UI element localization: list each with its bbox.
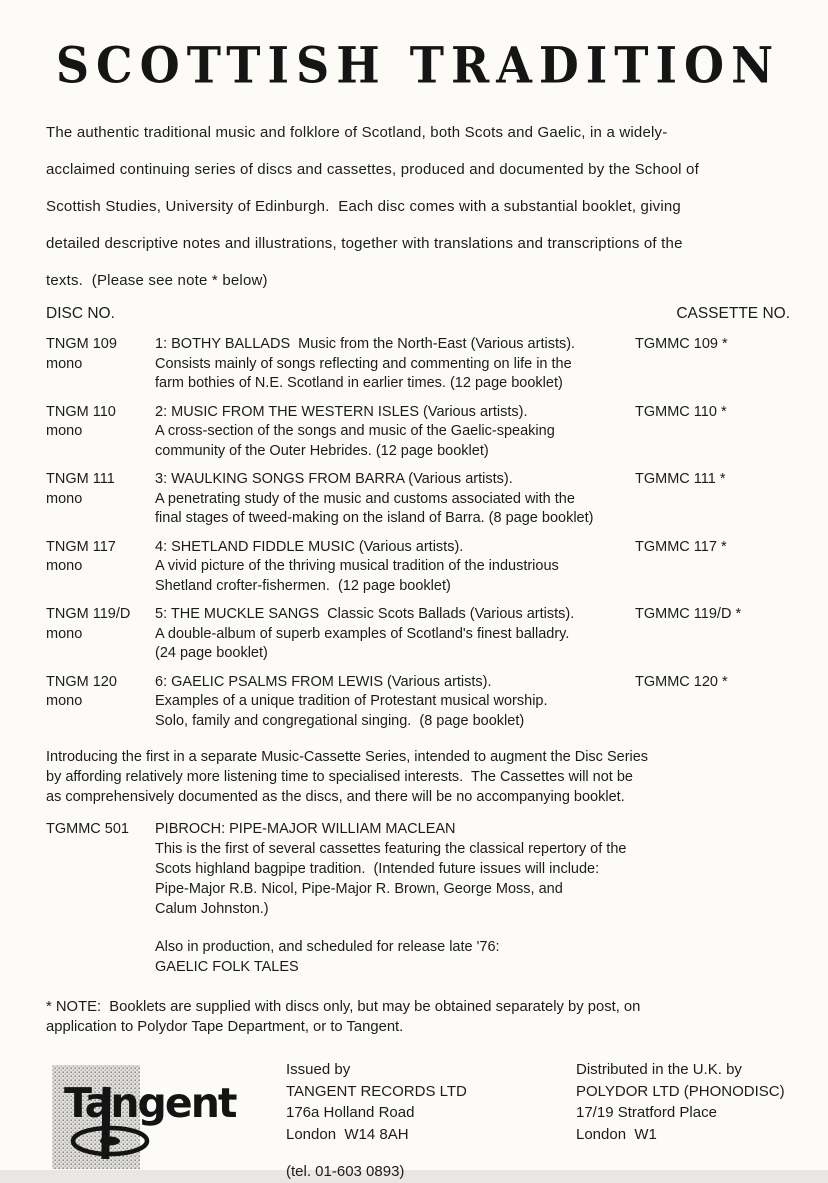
logo-wordmark: Tangent <box>64 1079 236 1127</box>
series-intro-line: as comprehensively documented as the discs, and there will be no accompanying booklet. <box>46 789 625 805</box>
entry-description-line: farm bothies of N.E. Scotland in earlier times. (12 page booklet) <box>155 375 563 391</box>
entry-description-line: community of the Outer Hebrides. (12 page booklet) <box>155 442 489 459</box>
catalog-entry <box>46 403 790 462</box>
disc-format: mono <box>46 558 83 574</box>
disc-number: TNGM 119/D <box>46 606 131 622</box>
disc-format: mono <box>46 355 83 372</box>
entry-description-line: Solo, family and congregational singing. (8 page booklet) <box>155 712 525 729</box>
intro-line: acclaimed continuing series of discs and cassettes, produced and documented by the School of <box>46 161 699 178</box>
series-intro-line: Introducing the first in a separate Music-Cassette Series, intended to augment the Disc Series <box>46 749 649 765</box>
issuer-address-line: London W14 8AH <box>286 1125 409 1143</box>
spacer <box>155 919 790 937</box>
upcoming-release-title: GAELIC FOLK TALES <box>155 959 299 975</box>
booklet-note <box>46 997 790 1037</box>
cassette-series-entry <box>46 819 790 977</box>
entry-description-line: A penetrating study of the music and customs associated with the <box>155 490 575 507</box>
entry-description-line: Examples of a unique tradition of Protestant musical worship. <box>155 693 548 709</box>
issuer-telephone: (tel. 01-603 0893) <box>286 1163 405 1180</box>
entry-description-line: A cross-section of the songs and music of the Gaelic-speaking <box>155 423 555 439</box>
cassette-number: TGMMC 109 * <box>635 336 728 352</box>
issued-by-label: Issued by <box>286 1061 351 1078</box>
footer <box>46 1059 790 1183</box>
entry-title: 2: MUSIC FROM THE WESTERN ISLES (Various artists). <box>155 403 528 420</box>
tangent-logo-graphic <box>46 1059 274 1177</box>
entry-title: 4: SHETLAND FIDDLE MUSIC (Various artists). <box>155 538 464 555</box>
entry-title: 3: WAULKING SONGS FROM BARRA (Various artists). <box>155 471 513 487</box>
entry-description-line: Shetland crofter-fishermen. (12 page booklet) <box>155 577 451 594</box>
disc-number: TNGM 111 <box>46 471 115 487</box>
cassette-number: TGMMC 110 * <box>635 403 727 420</box>
entry-description-line: A vivid picture of the thriving musical tradition of the industrious <box>155 558 559 574</box>
disc-format: mono <box>46 490 83 507</box>
entry-description-line: (24 page booklet) <box>155 645 268 661</box>
entry-title: 6: GAELIC PSALMS FROM LEWIS (Various artists). <box>155 673 492 690</box>
cassette-entry-description-line: Scots highland bagpipe tradition. (Intended future issues will include: <box>155 861 600 877</box>
disc-number: TNGM 110 <box>46 403 116 420</box>
cassette-number: TGMMC 119/D * <box>635 606 742 622</box>
entry-description-line: Consists mainly of songs reflecting and commenting on life in the <box>155 355 572 372</box>
entry-title: 1: BOTHY BALLADS Music from the North-East (Various artists). <box>155 336 576 352</box>
disc-format: mono <box>46 693 83 709</box>
cassette-catalog-number: TGMMC 501 <box>46 821 129 837</box>
note-line: application to Polydor Tape Department, or to Tangent. <box>46 1019 404 1035</box>
disc-number: TNGM 120 <box>46 673 117 690</box>
distributor-address-line: London W1 <box>576 1125 657 1143</box>
disc-format: mono <box>46 423 83 439</box>
cassette-entry-description-line: Pipe-Major R.B. Nicol, Pipe-Major R. Brown, George Moss, and <box>155 881 563 897</box>
issued-by-block <box>286 1059 576 1183</box>
issuer-company: TANGENT RECORDS LTD <box>286 1082 467 1100</box>
intro-line: detailed descriptive notes and illustrations, together with translations and transcriptions of the <box>46 235 683 252</box>
catalog-entry <box>46 335 790 394</box>
distributor-address-line: 17/19 Stratford Place <box>576 1104 717 1121</box>
intro-line: The authentic traditional music and folklore of Scotland, both Scots and Gaelic, in a widely- <box>46 124 668 141</box>
intro-paragraph <box>46 114 790 299</box>
cassette-entry-description-line: Calum Johnston.) <box>155 901 269 917</box>
disc-number: TNGM 109 <box>46 336 117 352</box>
disc-format: mono <box>46 625 83 642</box>
catalog-entry <box>46 605 790 664</box>
distributor-company: POLYDOR LTD (PHONODISC) <box>576 1082 785 1100</box>
cassette-entry-description-line: This is the first of several cassettes featuring the classical repertory of the <box>155 841 627 857</box>
disc-number: TNGM 117 <box>46 538 116 555</box>
cassette-series-intro <box>46 747 790 807</box>
cassette-number: TGMMC 120 * <box>635 673 728 690</box>
entry-description-line: A double-album of superb examples of Scotland's finest balladry. <box>155 625 570 642</box>
catalog-list <box>46 335 790 731</box>
catalog-entry <box>46 470 790 529</box>
distributed-by-block <box>576 1059 790 1145</box>
series-intro-line: by affording relatively more listening time to specialised interests. The Cassettes will not be <box>46 769 633 785</box>
distributed-by-label: Distributed in the U.K. by <box>576 1061 742 1078</box>
entry-description-line: final stages of tweed-making on the island of Barra. (8 page booklet) <box>155 510 594 526</box>
entry-title: 5: THE MUCKLE SANGS Classic Scots Ballads (Various artists). <box>155 606 575 622</box>
cassette-entry-title: PIBROCH: PIPE-MAJOR WILLIAM MACLEAN <box>155 821 456 837</box>
catalog-column-headers <box>46 305 790 323</box>
page-title: SCOTTISH TRADITION <box>55 35 781 95</box>
tangent-logo <box>46 1059 286 1182</box>
cassette-number: TGMMC 111 * <box>635 471 726 487</box>
cassette-number: TGMMC 117 * <box>635 538 727 555</box>
catalog-entry <box>46 673 790 732</box>
catalog-entry <box>46 538 790 597</box>
cassette-no-header: CASSETTE NO. <box>676 305 790 322</box>
intro-line: Scottish Studies, University of Edinburgh. Each disc comes with a substantial booklet, giving <box>46 198 681 215</box>
disc-no-header: DISC NO. <box>46 305 115 322</box>
also-in-production-line: Also in production, and scheduled for release late '76: <box>155 939 500 955</box>
note-line: * NOTE: Booklets are supplied with discs only, but may be obtained separately by post, on <box>46 999 641 1015</box>
intro-line: texts. (Please see note * below) <box>46 272 268 289</box>
issuer-address-line: 176a Holland Road <box>286 1104 415 1121</box>
